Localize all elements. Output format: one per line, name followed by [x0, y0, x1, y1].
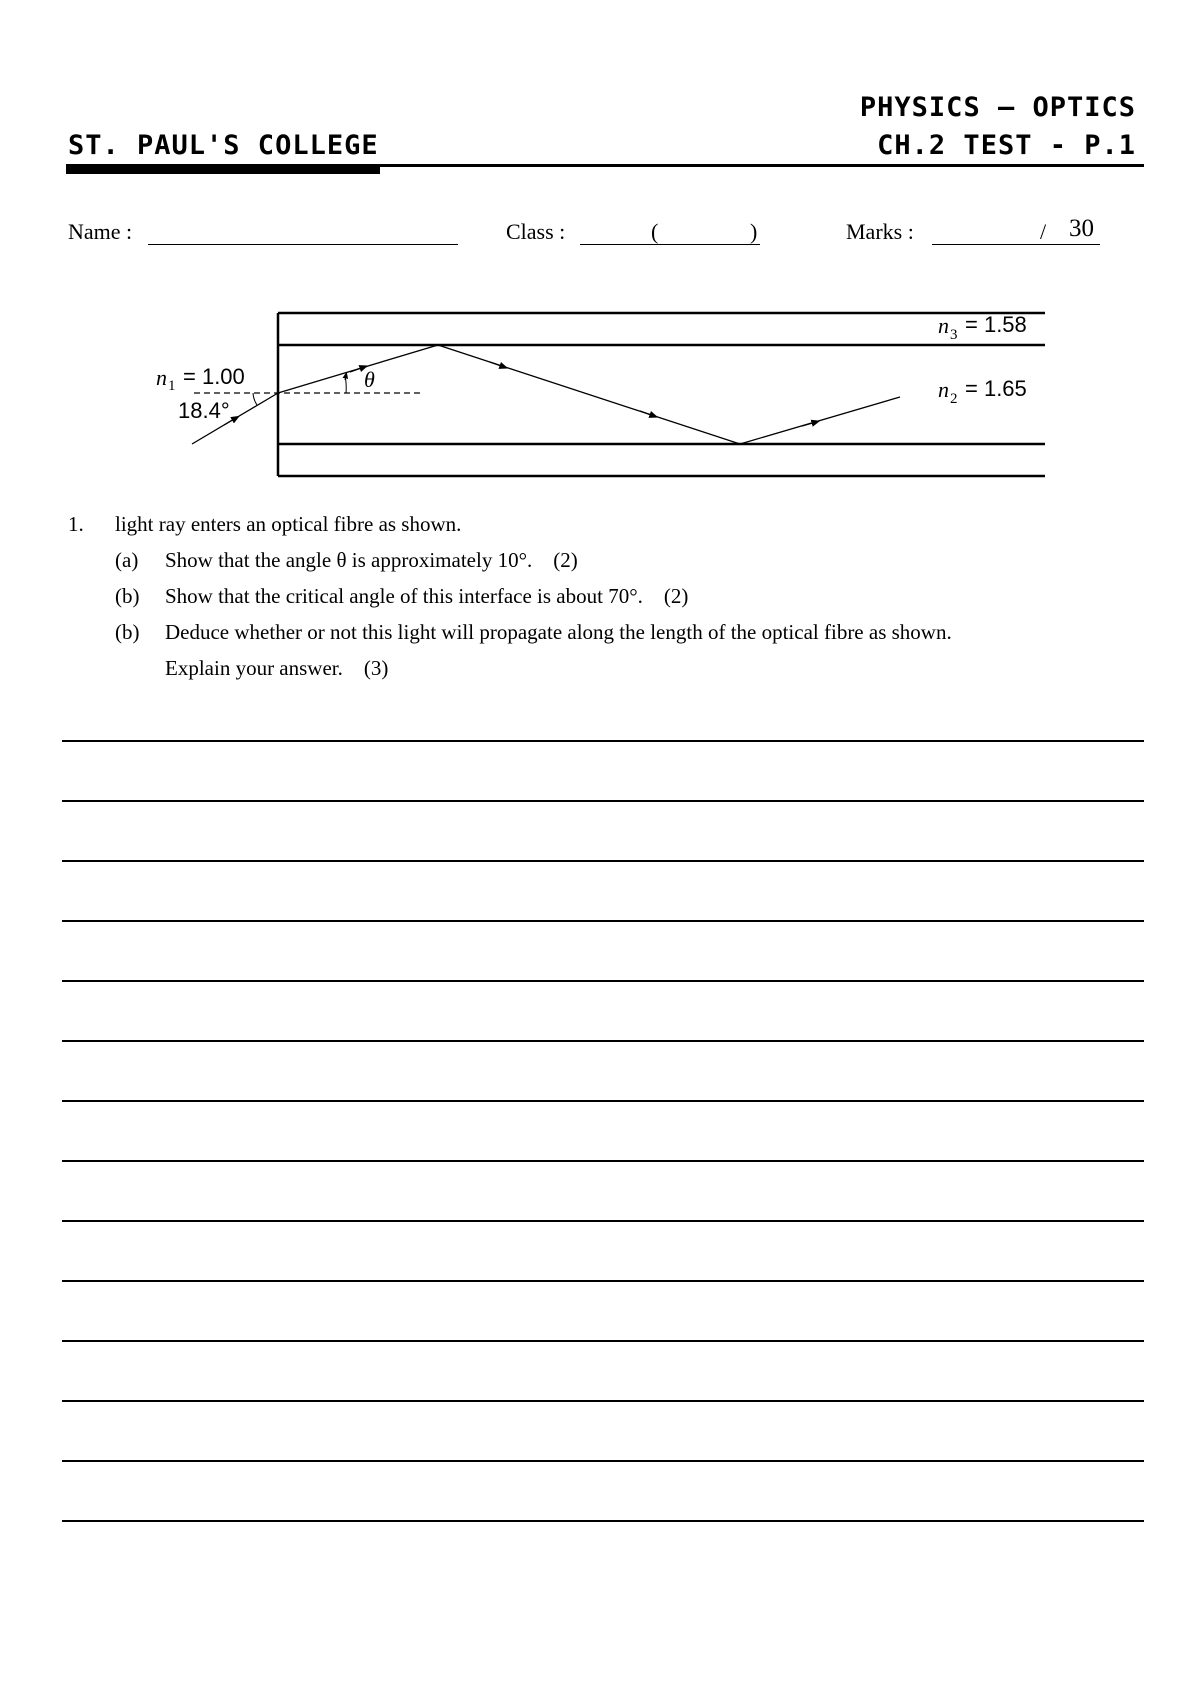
marks-total: 30 — [1069, 215, 1094, 242]
class-paren-open: ( — [651, 219, 659, 244]
header-rule-thick — [66, 164, 380, 174]
answer-line[interactable] — [62, 1520, 1144, 1522]
answer-line[interactable] — [62, 1160, 1144, 1162]
n2-subscript: 2 — [950, 391, 958, 407]
theta-label: θ — [364, 367, 375, 392]
question-stem: light ray enters an optical fibre as shown. — [115, 512, 462, 536]
answer-line[interactable] — [62, 1280, 1144, 1282]
answer-line[interactable] — [62, 1040, 1144, 1042]
class-label: Class : — [506, 219, 566, 244]
school-name: ST. PAUL'S COLLEGE — [68, 130, 379, 161]
reflected-ray-1-arrow-a — [490, 362, 504, 367]
answer-line[interactable] — [62, 920, 1144, 922]
class-field[interactable] — [580, 244, 760, 245]
name-field[interactable] — [148, 244, 458, 245]
answer-line[interactable] — [62, 860, 1144, 862]
marks-field[interactable] — [932, 244, 1100, 245]
incident-angle-arc — [253, 393, 257, 405]
part-a-marks: (2) — [553, 548, 578, 572]
part-b-marks: (2) — [663, 584, 689, 608]
answer-line[interactable] — [62, 800, 1144, 802]
n1-subscript: 1 — [168, 378, 176, 394]
n2-symbol: n — [938, 377, 949, 402]
reflected-ray-2-arrow — [802, 422, 816, 426]
part-c-marks: (3) — [363, 656, 389, 680]
marks-label: Marks : — [846, 219, 914, 244]
n1-symbol: n — [156, 365, 167, 390]
test-title: CH.2 TEST - P.1 — [877, 130, 1136, 161]
part-b-label: (b) — [115, 584, 140, 608]
answer-line[interactable] — [62, 1220, 1144, 1222]
marks-slash: / — [1040, 219, 1047, 244]
reflected-ray-1 — [438, 345, 740, 444]
answer-line[interactable] — [62, 1100, 1144, 1102]
n2-value: = 1.65 — [965, 376, 1027, 401]
class-paren-close: ) — [750, 219, 758, 244]
n3-value: = 1.58 — [965, 312, 1027, 337]
answer-line[interactable] — [62, 1340, 1144, 1342]
part-c-label: (b) — [115, 620, 140, 644]
part-a-label: (a) — [115, 548, 139, 572]
n3-symbol: n — [938, 313, 949, 338]
part-c-continuation: Explain your answer. (3) — [165, 656, 389, 680]
refracted-ray-arrow — [350, 367, 364, 372]
part-c-text: Deduce whether or not this light will propagate along the length of the optical fibre as shown. — [165, 620, 952, 644]
part-a-text: Show that the angle θ is approximately 10°. (2) — [165, 548, 578, 572]
answer-line[interactable] — [62, 980, 1144, 982]
answer-line[interactable] — [62, 740, 1144, 742]
n1-value: = 1.00 — [183, 364, 245, 389]
answer-line[interactable] — [62, 1460, 1144, 1462]
reflected-ray-2 — [740, 397, 900, 444]
name-label: Name : — [68, 219, 133, 244]
incident-angle-label: 18.4° — [178, 398, 230, 423]
answer-line[interactable] — [62, 1400, 1144, 1402]
n3-subscript: 3 — [950, 327, 958, 343]
question-number: 1. — [68, 512, 84, 536]
reflected-ray-1-arrow-b — [640, 411, 654, 416]
optical-fibre-diagram — [150, 300, 1070, 490]
part-b-text: Show that the critical angle of this interface is about 70°. (2) — [165, 584, 689, 608]
subject-title: PHYSICS – OPTICS — [859, 92, 1136, 123]
